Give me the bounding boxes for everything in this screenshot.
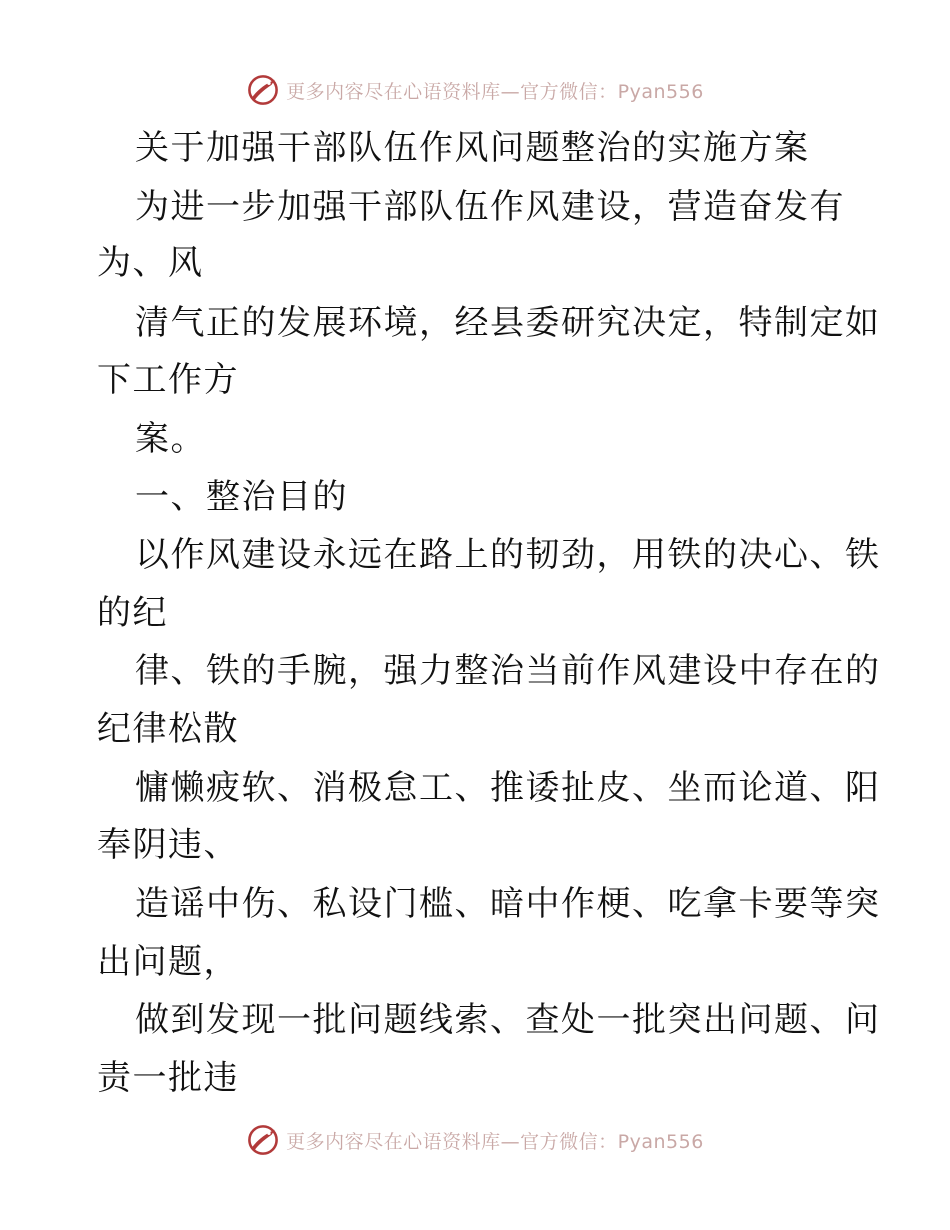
footer-watermark [0,1120,950,1160]
paragraph-line: 纪律松散 [97,709,239,749]
pen-nib-logo-icon [246,73,280,107]
paragraph-line: 出问题， [97,942,239,982]
paragraph-line: 下工作方 [97,360,239,400]
paragraph-line: 为、风 [97,243,204,283]
pen-nib-logo-icon [246,1123,280,1157]
paragraph-line: 清气正的发展环境，经县委研究决定，特制定如 [135,303,881,343]
paragraph-line: 做到发现一批问题线索、查处一批突出问题、问 [135,1000,881,1040]
paragraph-line: 律、铁的手腕，强力整治当前作风建设中存在的 [135,651,881,691]
header-watermark [0,70,950,110]
paragraph-line: 以作风建设永远在路上的韧劲，用铁的决心、铁 [135,535,881,575]
watermark-text: 更多内容尽在心语资料库—官方微信：Pyan556 [286,80,704,103]
paragraph-line: 的纪 [97,593,168,633]
paragraph-line: 责一批违 [97,1058,239,1098]
paragraph-line: 慵懒疲软、消极怠工、推诿扯皮、坐而论道、阳 [135,768,881,808]
paragraph-line: 案。 [135,419,206,459]
watermark-text: 更多内容尽在心语资料库—官方微信：Pyan556 [286,1130,704,1153]
section-heading: 一、整治目的 [135,477,348,517]
document-title: 关于加强干部队伍作风问题整治的实施方案 [135,128,810,168]
paragraph-line: 为进一步加强干部队伍作风建设，营造奋发有 [135,187,845,227]
paragraph-line: 奉阴违、 [97,825,239,865]
paragraph-line: 造谣中伤、私设门槛、暗中作梗、吃拿卡要等突 [135,884,881,924]
